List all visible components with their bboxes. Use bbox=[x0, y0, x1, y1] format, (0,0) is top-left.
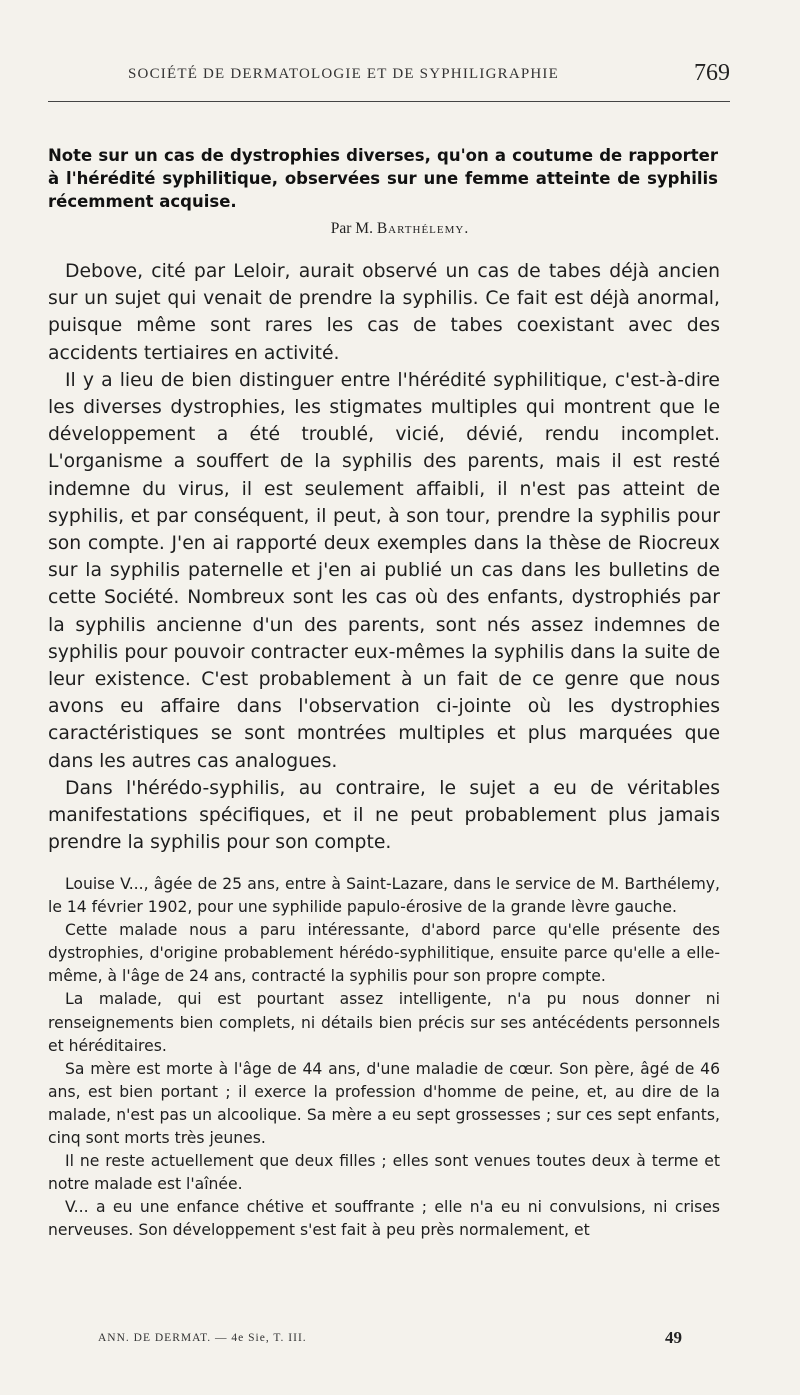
byline-author: Barthélemy. bbox=[376, 220, 470, 237]
header-rule bbox=[48, 101, 730, 102]
observation-paragraph: La malade, qui est pourtant assez intelligente, n'a pu nous donner ni renseignements bien complets, ni détails bien précis sur ses antécédents personnels et héréditaires. bbox=[48, 990, 720, 1055]
running-header bbox=[48, 62, 730, 92]
observation-paragraph: Sa mère est morte à l'âge de 44 ans, d'une maladie de cœur. Son père, âgé de 46 ans, est bien portant ; il exerce la profession d'homme de peine, et, au dire de la malade, n'est pas un alcoolique. Sa mère a eu sept grossesses ; sur ces sept enfants, cinq sont morts très jeunes. bbox=[48, 1059, 720, 1148]
observation-paragraph: Il ne reste actuellement que deux filles ; elles sont venues toutes deux à terme et notre malade est l'aînée. bbox=[48, 1152, 720, 1194]
byline-prefix: Par M. bbox=[330, 220, 373, 237]
paragraph: Debove, cité par Leloir, aurait observé un cas de tabes déjà ancien sur un sujet qui venait de prendre la syphilis. Ce fait est déjà anormal, puisque même sont rares les cas de tabes coexistant avec des accidents tertiaires en activité. bbox=[48, 261, 720, 364]
paragraph: Dans l'hérédo-syphilis, au contraire, le sujet a eu de véritables manifestations spécifiques, et il ne peut probablement plus jamais prendre la syphilis pour son compte. bbox=[48, 777, 720, 854]
main-text bbox=[48, 258, 720, 856]
observation-paragraph: Louise V..., âgée de 25 ans, entre à Saint-Lazare, dans le service de M. Barthélemy, le 14 février 1902, pour une syphilide papulo-érosive de la grande lèvre gauche. bbox=[48, 875, 720, 917]
running-title: SOCIÉTÉ DE DERMATOLOGIE ET DE SYPHILIGRAPHIE bbox=[128, 66, 559, 82]
page-number: 769 bbox=[694, 60, 730, 86]
observation-paragraph: V... a eu une enfance chétive et souffrante ; elle n'a eu ni convulsions, ni crises nerveuses. Son développement s'est fait à peu près normalement, et bbox=[48, 1198, 720, 1240]
journal-reference: ANN. DE DERMAT. — 4e Sie, T. III. bbox=[98, 1332, 307, 1344]
observation-paragraph: Cette malade nous a paru intéressante, d'abord parce qu'elle présente des dystrophies, d'origine probablement hérédo-syphilitique, ensuite parce qu'elle a elle-même, à l'âge de 24 ans, contracté la syphilis pour son propre compte. bbox=[48, 921, 720, 986]
article-title: Note sur un cas de dystrophies diverses, qu'on a coutume de rapporter à l'hérédité syphilitique, observées sur une femme atteinte de syphilis récemment acquise. bbox=[48, 146, 718, 211]
observation-text bbox=[48, 873, 720, 1243]
signature-mark: 49 bbox=[665, 1328, 682, 1347]
page-footer bbox=[48, 1328, 730, 1352]
byline bbox=[0, 220, 800, 238]
paragraph: Il y a lieu de bien distinguer entre l'hérédité syphilitique, c'est-à-dire les diverses dystrophies, les stigmates multiples qui montrent que le développement a été troublé, vicié, dévié, rendu incomplet. L'organisme a souffert de la syphilis des parents, mais il est resté indemne du virus, il est seulement affaibli, il n'est pas atteint de syphilis, et par conséquent, il peut, à son tour, prendre la syphilis pour son compte. J'en ai rapporté deux exemples dans la thèse de Riocreux sur la syphilis paternelle et j'en ai publié un cas dans les bulletins de cette Société. Nombreux sont les cas où des enfants, dystrophiés par la syphilis ancienne d'un des parents, sont nés assez indemnes de syphilis pour pouvoir contracter eux-mêmes la syphilis dans la suite de leur existence. C'est probablement à un fait de ce genre que nous avons eu affaire dans l'observation ci-jointe où les dystrophies caractéristiques se sont montrées multiples et plus marquées que dans les autres cas analogues. bbox=[48, 369, 720, 772]
